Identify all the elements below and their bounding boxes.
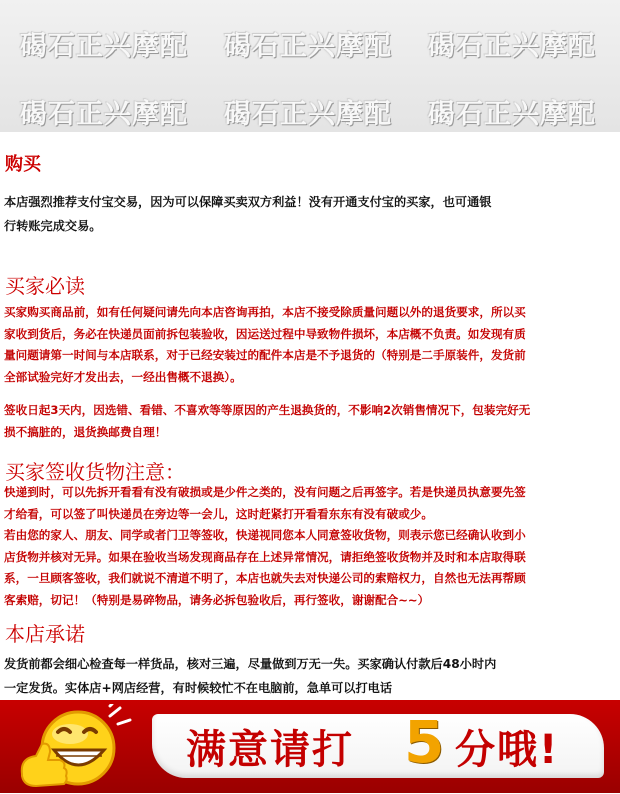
text-line: 买家购买商品前，如有任何疑问请先向本店咨询再拍，本店不接受除质量问题以外的退货要求，所以买 <box>4 305 526 319</box>
promise-text <box>4 652 612 700</box>
buyer-notice-heading: 买家必读 <box>5 274 85 298</box>
sign-notice-text <box>4 482 612 611</box>
watermark-text: 碣石正兴摩配 <box>428 31 596 62</box>
watermark-text: 碣石正兴摩配 <box>20 99 188 130</box>
buyer-notice-paragraph-1 <box>4 302 612 388</box>
banner-text-before: 满意请打 <box>186 727 354 773</box>
text-line: 一定发货。实体店+网店经营，有时候较忙不在电脑前，急单可以打电话 <box>4 681 393 695</box>
thumbs-up-smiley-icon <box>14 704 160 790</box>
promise-heading: 本店承诺 <box>5 622 85 646</box>
text-line: 行转账完成交易。 <box>4 219 102 233</box>
watermark-band <box>0 0 620 132</box>
watermark-text: 碣石正兴摩配 <box>224 99 392 130</box>
text-line: 量问题请第一时间与本店联系，对于已经安装过的配件本店是不予退货的（特别是二手原装件，发货前 <box>4 348 526 362</box>
text-line: 若由您的家人、朋友、同学或者门卫等签收，快递视同您本人同意签收货物，则表示您已经确认收到小 <box>4 528 526 542</box>
text-line: 才给看，可以签了叫快递员在旁边等一会儿，这时赶紧打开看看东东有没有破或少。 <box>4 506 433 521</box>
text-line: 全部试验完好才发出去，一经出售概不退换）。 <box>4 369 242 384</box>
text-line: 快递到时，可以先拆开看看有没有破损或是少件之类的，没有问题之后再签字。若是快递员执意要先签 <box>4 485 526 499</box>
watermark-text: 碣石正兴摩配 <box>20 31 188 62</box>
buy-text <box>4 190 612 238</box>
text-line: 客索赔，切记！（特别是易碎物品，请务必拆包验收后，再行签收，谢谢配合~~） <box>4 592 430 607</box>
text-line: 发货前都会细心检查每一样货品，核对三遍，尽量做到万无一失。买家确认付款后48小时内 <box>4 657 497 671</box>
text-line: 店货物并核对无异。如果在验收当场发现商品存在上述异常情况，请拒绝签收货物并及时和本店取得联 <box>4 549 526 564</box>
buyer-notice-paragraph-2 <box>4 400 612 443</box>
banner-rating-number: 5 <box>404 708 445 776</box>
watermark-text: 碣石正兴摩配 <box>224 31 392 62</box>
text-line: 系，一旦顾客签收，我们就说不清道不明了，本店也就失去对快递公司的索赔权力，自然也无法再帮顾 <box>4 571 526 585</box>
text-line: 损不搞脏的，退货换邮费自理！ <box>4 424 167 439</box>
rating-banner <box>0 700 620 793</box>
buy-heading: 购买 <box>5 154 41 175</box>
text-line: 本店强烈推荐支付宝交易，因为可以保障买卖双方利益！没有开通支付宝的买家，也可通银 <box>4 195 492 209</box>
watermark-text: 碣石正兴摩配 <box>428 99 596 130</box>
sign-notice-heading: 买家签收货物注意： <box>5 460 185 484</box>
text-line: 家收到货后，务必在快递员面前拆包装验收，因运送过程中导致物件损坏，本店概不负责。如发现有质 <box>4 326 526 341</box>
banner-text-after: 分哦! <box>455 727 560 773</box>
text-line: 签收日起3天内，因选错、看错、不喜欢等等原因的产生退换货的，不影响2次销售情况下，包装完好无 <box>4 403 531 417</box>
